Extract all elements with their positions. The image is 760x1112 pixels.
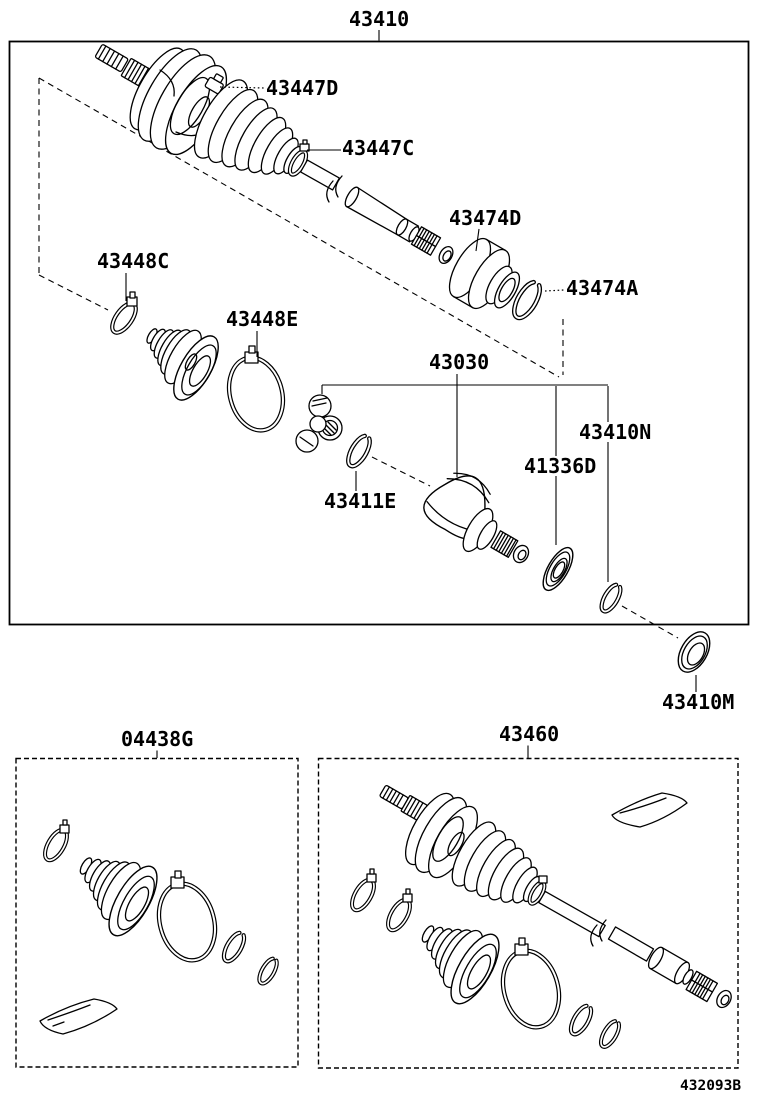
kit-43460-contents [348, 782, 735, 1047]
part-label-43410m: 43410M [662, 690, 735, 714]
snap-ring-43411e-drawing [348, 436, 369, 466]
part-label-43411e: 43411E [324, 489, 397, 513]
kit-label-04438g: 04438G [121, 727, 194, 751]
part-label-43448e: 43448E [226, 307, 299, 331]
figure-code: 432093B [680, 1078, 742, 1094]
kit-04438g-contents [40, 820, 277, 1034]
tripod-joint-drawing [296, 395, 342, 452]
part-label-43410: 43410 [349, 7, 410, 31]
inboard-joint-tulip-drawing [418, 462, 531, 565]
dust-cover-43474d-drawing [441, 232, 524, 314]
projection-dashed-lines [39, 78, 678, 638]
part-label-43474a: 43474A [566, 276, 639, 300]
part-label-43030: 43030 [429, 350, 490, 374]
part-label-41336d: 41336D [524, 454, 597, 478]
grease-cap-43410m-drawing [672, 626, 717, 677]
snap-ring-43410n-drawing [602, 585, 621, 612]
part-label-43447c: 43447C [342, 136, 415, 160]
part-label-43474d: 43474D [449, 206, 522, 230]
boot-clamp-43448c-drawing [108, 292, 141, 337]
inboard-boot-drawing [145, 325, 227, 407]
part-label-43448c: 43448C [97, 249, 170, 273]
oil-seal-41336d-drawing [537, 543, 578, 595]
part-label-43410n: 43410N [579, 420, 652, 444]
part-label-43447d: 43447D [266, 76, 339, 100]
boot-clamp-43448e-drawing [221, 346, 290, 436]
kit-label-43460: 43460 [499, 722, 560, 746]
